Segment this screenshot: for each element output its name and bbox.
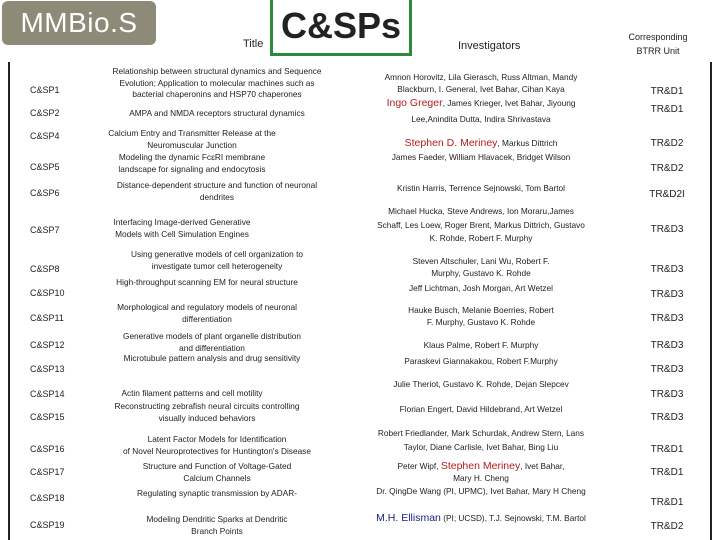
lead-investigator: Stephen D. Meriney <box>404 137 498 149</box>
title-line: Branch Points <box>191 525 243 536</box>
investigators-line: Murphy, Gustavo K. Rohde <box>431 267 531 278</box>
btrr-unit: TR&D1 <box>650 104 684 115</box>
investigators: James Faeder, William Hlavacek, Bridget Wilson <box>391 152 571 162</box>
csp-id: C&SP17 <box>30 467 65 477</box>
csp-id: C&SP6 <box>30 188 60 198</box>
investigators <box>340 98 622 125</box>
btrr-unit: TR&D3 <box>650 364 684 375</box>
title-line: Distance-dependent structure and function of neuronal <box>116 180 318 190</box>
lead-investigator: Stephen Meriney <box>440 460 521 472</box>
csp-id: C&SP18 <box>30 493 65 503</box>
btrr-unit: TR&D3 <box>650 264 684 275</box>
title-line: Calcium Entry and Transmitter Release at the <box>108 128 276 138</box>
title-line: Generative models of plant organelle distribution <box>122 331 302 341</box>
title-line: visually induced behaviors <box>158 412 256 423</box>
csp-id: C&SP1 <box>30 85 60 95</box>
co-investigators: , James Krieger, Ivet Bahar, Jiyoung <box>442 98 576 108</box>
btrr-unit: TR&D1 <box>650 444 684 455</box>
title-line: of Novel Neuroprotectives for Huntington's Disease <box>123 445 311 456</box>
investigators-line <box>340 513 622 525</box>
investigators <box>340 256 622 279</box>
csps-badge: C&SPs <box>270 0 412 56</box>
investigators-line: Blackburn, I. General, Ivet Bahar, Cihan Kaya <box>397 83 565 94</box>
project-title <box>92 331 332 354</box>
investigators <box>340 206 622 245</box>
project-title <box>92 152 292 175</box>
investigators: Klaus Palme, Robert F. Murphy <box>423 340 539 350</box>
investigators-line: Hauke Busch, Melanie Boerries, Robert <box>408 305 554 315</box>
project-title <box>92 108 342 120</box>
title-line: Evolution; Application to molecular machines such as <box>119 77 315 88</box>
investigators-line: Schaff, Les Loew, Roger Brent, Markus Dittrich, Gustavo <box>377 219 585 230</box>
investigators: Jeff Lichtman, Josh Morgan, Art Wetzel <box>408 283 554 293</box>
btrr-unit: TR&D2 <box>650 521 684 532</box>
csp-id: C&SP14 <box>30 389 65 399</box>
project-title <box>92 434 342 457</box>
title-line: Calcium Channels <box>183 472 251 483</box>
csp-id: C&SP5 <box>30 162 60 172</box>
csp-id: C&SP4 <box>30 131 60 141</box>
project-title <box>92 66 342 101</box>
investigators-line: Lee,Anindita Dutta, Indira Shrivastava <box>411 113 551 124</box>
csp-id: C&SP12 <box>30 340 65 350</box>
co-investigators: (PI; UCSD), T.J. Sejnowski, T.M. Bartol <box>440 513 586 523</box>
title-line: Morphological and regulatory models of neuronal <box>117 302 297 312</box>
investigators-line: Robert Friedlander, Mark Schurdak, Andrew Stern, Lans <box>377 428 585 438</box>
project-title <box>92 461 342 484</box>
csp-id: C&SP19 <box>30 520 65 530</box>
title-line: Neuromuscular Junction <box>147 139 237 150</box>
investigators-line: Amnon Horovitz, Lila Gierasch, Russ Altman, Mandy <box>384 72 578 82</box>
project-title <box>92 488 342 500</box>
investigators <box>340 72 622 95</box>
csp-id: C&SP16 <box>30 444 65 454</box>
btrr-unit: TR&D3 <box>650 313 684 324</box>
co-investigators: , Ivet Bahar, <box>520 461 565 471</box>
project-title <box>92 388 292 400</box>
unit-column-header <box>618 30 698 58</box>
title-line: AMPA and NMDA receptors structural dynamics <box>129 108 305 118</box>
co-investigators: , Markus Dittrich <box>497 138 558 148</box>
title-line: Using generative models of cell organization to <box>130 249 304 259</box>
title-line: Reconstructing zebrafish neural circuits controlling <box>114 401 300 411</box>
title-line: Interfacing Image-derived Generative <box>113 217 251 227</box>
title-column-header: Title <box>243 38 264 50</box>
title-line: Relationship between structural dynamics and Sequence <box>112 66 322 76</box>
title-line: landscape for signaling and endocytosis <box>118 163 266 174</box>
csp-id: C&SP13 <box>30 364 65 374</box>
investigators: Dr. QingDe Wang (PI, UPMC), Ivet Bahar, Mary H Cheng <box>376 486 586 496</box>
lead-investigator: M.H. Ellisman <box>376 512 441 524</box>
btrr-unit: TR&D2 <box>650 138 684 149</box>
title-line: Structure and Function of Voltage-Gated <box>142 461 292 471</box>
investigators <box>340 305 622 328</box>
title-line: Regulating synaptic transmission by ADAR- <box>136 488 297 498</box>
project-title <box>92 128 292 151</box>
investigators-line: K. Rohde, Robert F. Murphy <box>429 233 533 243</box>
project-title <box>92 217 272 240</box>
title-line: Modeling the dynamic FcɛRI membrane <box>118 152 266 162</box>
title-line: High-throughput scanning EM for neural structure <box>116 277 298 287</box>
btrr-unit: TR&D2I <box>649 189 685 200</box>
title-line: investigate tumor cell heterogeneity <box>151 260 283 271</box>
csp-id: C&SP10 <box>30 288 65 298</box>
investigators-line <box>340 98 622 110</box>
csp-id: C&SP15 <box>30 412 65 422</box>
lead-investigator: Ingo Greger <box>386 97 443 109</box>
investigators-line <box>340 138 622 150</box>
btrr-unit: TR&D3 <box>650 340 684 351</box>
project-title <box>92 302 322 325</box>
title-line: and differentiation <box>179 342 245 353</box>
investigators-line: F. Murphy, Gustavo K. Rohde <box>426 316 536 327</box>
investigators-line: Michael Hucka, Steve Andrews, Ion Moraru,James <box>388 206 574 216</box>
btrr-unit: TR&D1 <box>650 86 684 97</box>
investigators-column-header: Investigators <box>458 40 521 52</box>
co-investigators: Peter Wipf, <box>397 461 441 471</box>
title-line: dendrites <box>199 191 235 202</box>
mmbios-logo: MMBio.S <box>2 1 156 45</box>
btrr-unit: TR&D3 <box>650 289 684 300</box>
project-title <box>92 401 322 424</box>
investigators: Paraskevi Giannakakou, Robert F.Murphy <box>404 356 558 366</box>
title-line: bacterial chaperonins and HSP70 chaperones <box>132 89 302 99</box>
title-line: Latent Factor Models for Identification <box>147 434 287 444</box>
project-title <box>92 180 342 203</box>
btrr-unit: TR&D3 <box>650 412 684 423</box>
btrr-unit: TR&D1 <box>650 467 684 478</box>
project-title <box>92 277 322 289</box>
title-line: Models with Cell Simulation Engines <box>115 228 249 239</box>
csp-id: C&SP7 <box>30 225 60 235</box>
title-line: Actin filament patterns and cell motility <box>121 388 263 398</box>
investigators: Julie Theriot, Gustavo K. Rohde, Dejan Slepcev <box>393 379 569 389</box>
project-title <box>92 249 342 272</box>
csp-id: C&SP8 <box>30 264 60 274</box>
btrr-unit: TR&D3 <box>650 224 684 235</box>
investigators-line: Steven Altschuler, Lani Wu, Robert F. <box>412 256 550 266</box>
btrr-unit: TR&D1 <box>650 497 684 508</box>
investigators <box>340 513 622 525</box>
investigators-line: Taylor, Diane Carlisle, Ivet Bahar, Bing Liu <box>403 441 559 452</box>
title-line: Modeling Dendritic Sparks at Dendritic <box>146 514 288 524</box>
investigators: Kristin Harris, Terrence Sejnowski, Tom Bartol <box>397 183 565 193</box>
investigators: Florian Engert, David Hildebrand, Art Wetzel <box>399 404 563 414</box>
investigators <box>340 461 622 484</box>
unit-header-line1: Corresponding <box>628 32 688 42</box>
btrr-unit: TR&D3 <box>650 389 684 400</box>
project-title <box>92 514 342 537</box>
unit-header-line2: BTRR Unit <box>636 46 680 56</box>
investigators-line <box>340 461 622 473</box>
title-line: differentiation <box>182 313 232 324</box>
investigators <box>340 428 622 453</box>
project-title <box>92 353 332 365</box>
csp-id: C&SP2 <box>30 108 60 118</box>
investigators-line: Mary H. Cheng <box>453 472 509 483</box>
btrr-unit: TR&D2 <box>650 163 684 174</box>
csp-id: C&SP11 <box>30 313 64 323</box>
title-line: Microtubule pattern analysis and drug sensitivity <box>123 353 301 363</box>
investigators <box>340 138 622 150</box>
